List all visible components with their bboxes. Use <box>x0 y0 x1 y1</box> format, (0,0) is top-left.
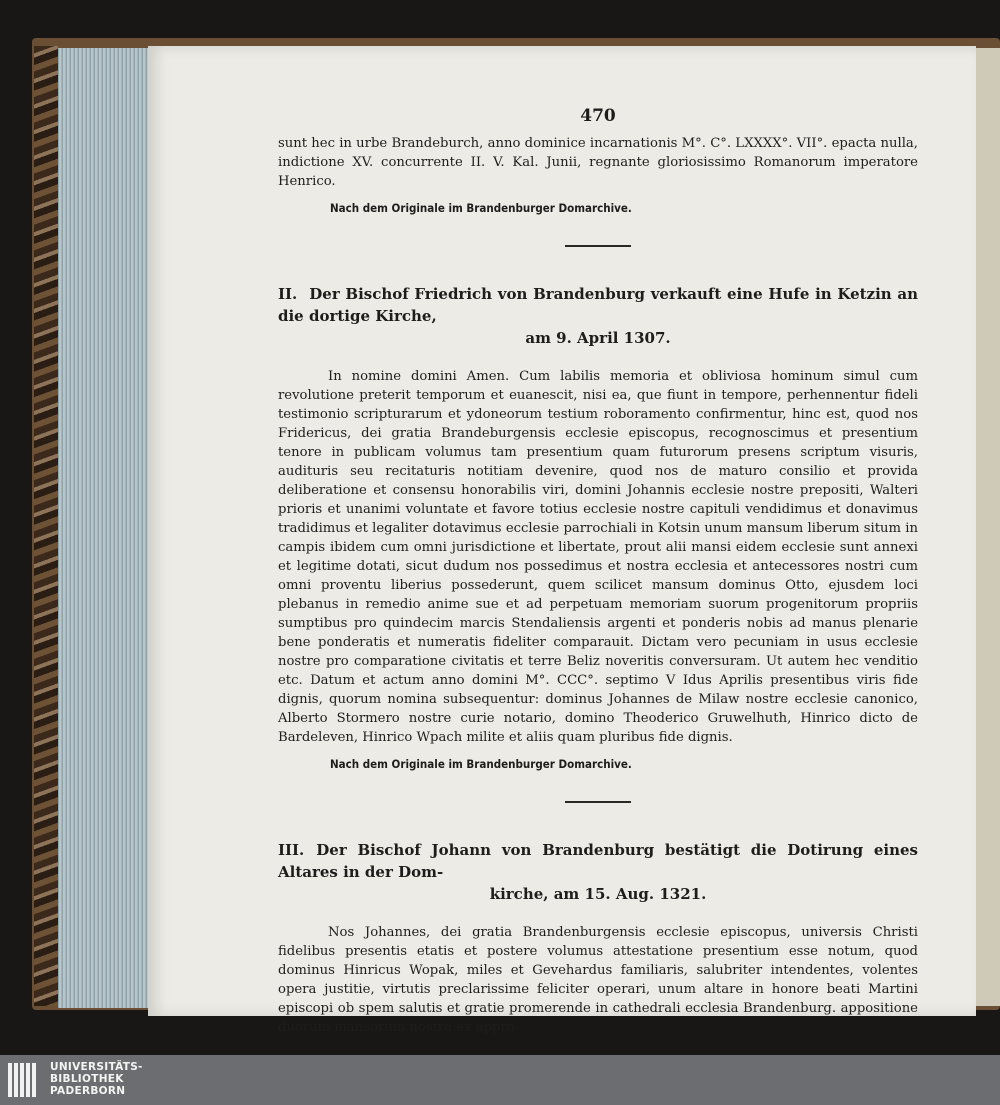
section-divider <box>565 801 631 803</box>
logo-line-3: PADERBORN <box>50 1085 126 1097</box>
library-logo-text <box>50 1061 143 1097</box>
section-ii-text: In nomine domini Amen. Cum labilis memoria et obliviosa hominum simul cum revolutione preterit temporum et euanescit, nisi ea, que fiunt in tempore, perhennentur fideli testimonio scripturarum et ydoneorum testium roboramento confirmentur, hinc est, quod nos Fridericus, dei gratia Brandeburgensis ecclesie episcopus, recognoscimus et presentium tenore in publicam volumus tam presentium quam futurorum presens scriptum visuris, audituris seu recitaturis notitiam devenire, quod nos de maturo consilio et provida deliberatione et consensu honorabilis viri, domini Johannis ecclesie nostre prepositi, Walteri prioris et unanimi voluntate et favore totius ecclesie nostre capituli vendidimus et donavimus tradidimus et legaliter dotavimus ecclesie parrochiali in Kotsin unum mansum liberum situm in campis ibidem cum omni jurisdictione et libertate, prout alii mansi eidem ecclesie sunt annexi et legitime dotati, sicut dudum nos possedimus et nostra ecclesia et antecessores nostri cum omni proventu liberius possederunt, quem scilicet mansum dominus Otto, ejusdem loci plebanus in remedio anime sue et ad perpetuam memoriam suorum progenitorum propriis sumptibus pro quindecim marcis Stendaliensis argenti et ponderis nobis ad manus plenarie bene ponderatis et numeratis fideliter comparauit. Dictam vero pecuniam in usus ecclesie nostre pro comparatione civitatis et terre Beliz noveritis conversuram. Ut autem hec venditio etc. Datum et actum anno domini M°. CCC°. septimo V Idus Aprilis presentibus viris fide dignis, quorum nomina subsequentur: dominus Johannes de Milaw nostre ecclesie canonico, Alberto Stormero nostre curie notario, domino Theoderico Gruwelhuth, Hinrico dicto de Bardeleven, Hinrico Wpach milite et aliis quam pluribus fide dignis. <box>278 369 918 745</box>
heading-line-2: kirche, am 15. Aug. 1321. <box>489 885 707 903</box>
page-block-edge <box>58 48 152 1008</box>
section-number: III. <box>278 841 305 859</box>
heading-line-1: Der Bischof Friedrich von Brandenburg verkauft eine Hufe in Ketzin an die dortige Kirche, <box>278 285 918 325</box>
logo-line-1: UNIVERSITÄTS- <box>50 1061 143 1073</box>
heading-line-2: am 9. April 1307. <box>525 329 671 347</box>
marbled-spine <box>34 46 58 1006</box>
page-content <box>278 106 918 1037</box>
library-logo-icon <box>8 1063 42 1097</box>
facing-page-edge <box>976 48 1000 1006</box>
heading-line-1: Der Bischof Johann von Brandenburg bestätigt die Dotirung eines Altares in der Dom- <box>278 841 918 881</box>
section-number: II. <box>278 285 298 303</box>
section-heading-ii <box>278 283 918 349</box>
section-iii-text: Nos Johannes, dei gratia Brandenburgensis ecclesie episcopus, universis Christi fidelibus presentis etatis et postere volumus attestatione presentium esse notum, quod dominus Hinricus Wopak, miles et Gevehardus familiaris, salubriter intendentes, volentes opera justitie, virtutis preclarissime feliciter operari, unum altare in honore beati Martini episcopi ob spem salutis et gratie promerende in cathedrali ecclesia Brandenburg. appositione duorum mansorum nostra ex appro- <box>278 925 918 1035</box>
intro-paragraph: sunt hec in urbe Brandeburch, anno dominice incarnationis M°. C°. LXXXX°. VII°. epacta nulla, indictione XV. concurrente II. V. Kal. Junii, regnante gloriosissimo Romanorum imperatore Henrico. <box>278 136 918 189</box>
logo-line-2: BIBLIOTHEK <box>50 1073 124 1085</box>
library-footer-bar <box>0 1055 1000 1105</box>
source-note: Nach dem Originale im Brandenburger Domarchive. <box>330 201 632 215</box>
section-divider <box>565 245 631 247</box>
section-heading-iii <box>278 839 918 905</box>
page-number: 470 <box>580 106 616 126</box>
source-note: Nach dem Originale im Brandenburger Domarchive. <box>330 757 632 771</box>
